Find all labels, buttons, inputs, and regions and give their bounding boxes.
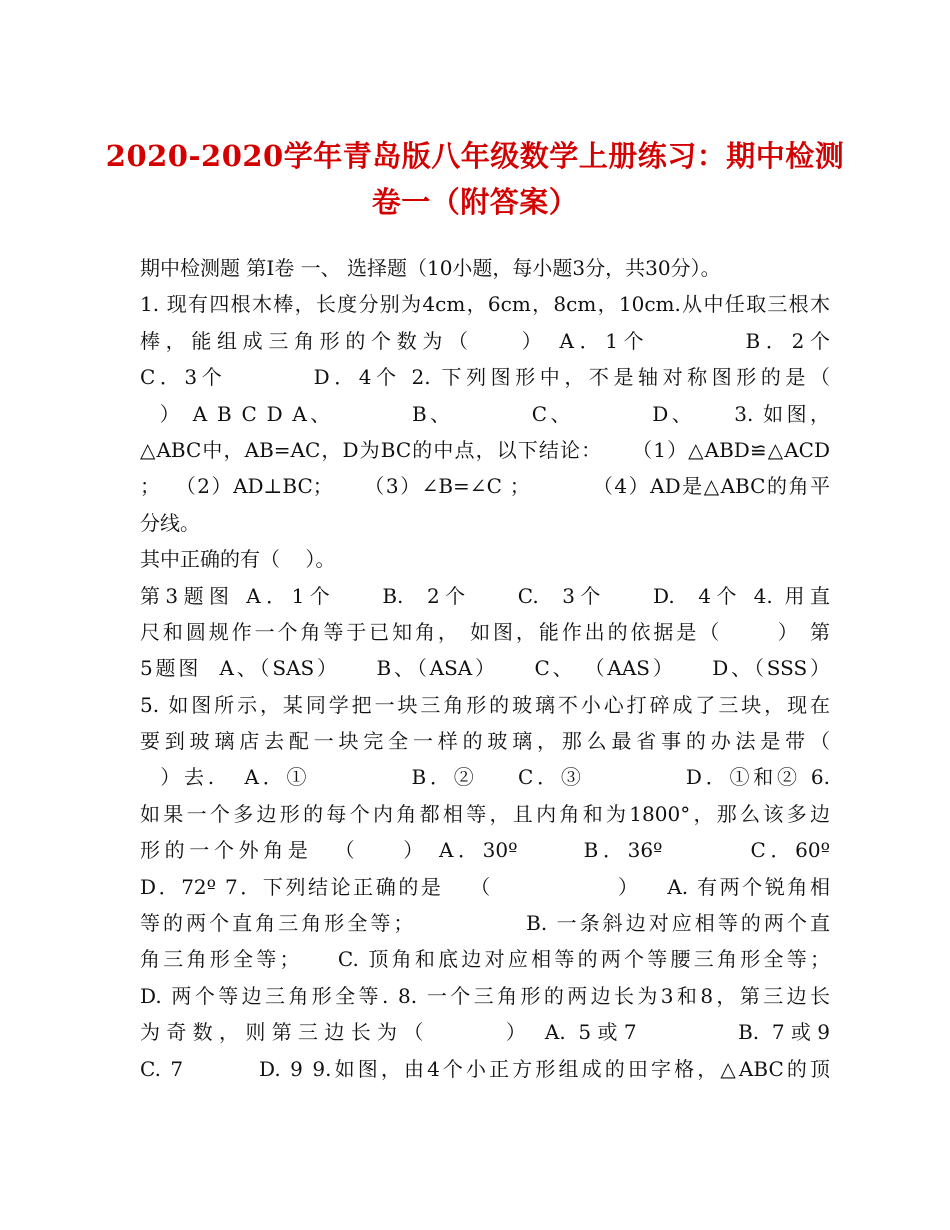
body-line: 尺和圆规作一个角等于已知角， 如图，能作出的依据是（ ） 第 [140, 619, 830, 644]
body-line: D. 两个等边三角形全等. 8. 一个三角形的两边长为3和8，第三边长 [140, 983, 830, 1008]
body-line: C. 7 D. 9 9.如图，由4个小正方形组成的田字格，△ABC的顶 [140, 1056, 830, 1081]
body-line: 角三角形全等； C. 顶角和底边对应相等的两个等腰三角形全等； [140, 947, 830, 972]
body-line: 期中检测题 第Ⅰ卷 一、 选择题（10小题，每小题3分，共30分）。 [140, 256, 721, 280]
body-line: 其中正确的有（ ）。 [140, 547, 336, 572]
body-line: 等的两个直角三角形全等； B. 一条斜边对应相等的两个直 [140, 911, 830, 936]
body-line: 为奇数，则第三边长为（ ） A. 5或7 B. 7或9 [140, 1020, 830, 1045]
body-line: C．3个 D．4个 2. 下列图形中，不是轴对称图形的是（ [140, 365, 830, 390]
body-line: 第3题图 A．1个 B. 2个 C. 3个 D. 4个 4. 用直 [140, 583, 830, 608]
body-line: ）去. A．① B．② C．③ D．①和② 6. [140, 765, 830, 790]
body-line: ） A B C D A、 B、 C、 D、 3. 如图， [140, 401, 830, 426]
document-body [140, 250, 830, 1087]
document-title-line-1: 2020-2020学年青岛版八年级数学上册练习：期中检测 [105, 139, 845, 173]
body-line: ； （2）AD⊥BC； （3）∠B=∠C ； （4）AD是△ABC的角平 [140, 474, 830, 499]
body-line: 要到玻璃店去配一块完全一样的玻璃，那么最省事的办法是带（ [140, 729, 830, 754]
body-line: 5题图 A、（SAS） B、（ASA） C、 （AAS） D、（SSS） [140, 656, 830, 681]
body-line: 形的一个外角是 （ ） A．30º B．36º C．60º [140, 838, 830, 863]
body-line: △ABC中，AB=AC，D为BC的中点，以下结论： （1）△ABD≌△ACD [140, 437, 830, 462]
body-line: 分线。 [140, 510, 200, 535]
body-line: 如果一个多边形的每个内角都相等，且内角和为1800°，那么该多边 [140, 801, 830, 826]
body-line: 5. 如图所示，某同学把一块三角形的玻璃不小心打碎成了三块，现在 [140, 692, 830, 717]
body-line: 棒，能组成三角形的个数为（ ） A．1个 B．2个 [140, 328, 830, 353]
body-line: D．72º 7．下列结论正确的是 （ ） A. 有两个锐角相 [140, 874, 830, 899]
body-line: 1. 现有四根木棒，长度分别为4cm，6cm，8cm，10cm.从中任取三根木 [140, 292, 830, 317]
document-title-line-2: 卷一（附答案） [371, 185, 579, 219]
